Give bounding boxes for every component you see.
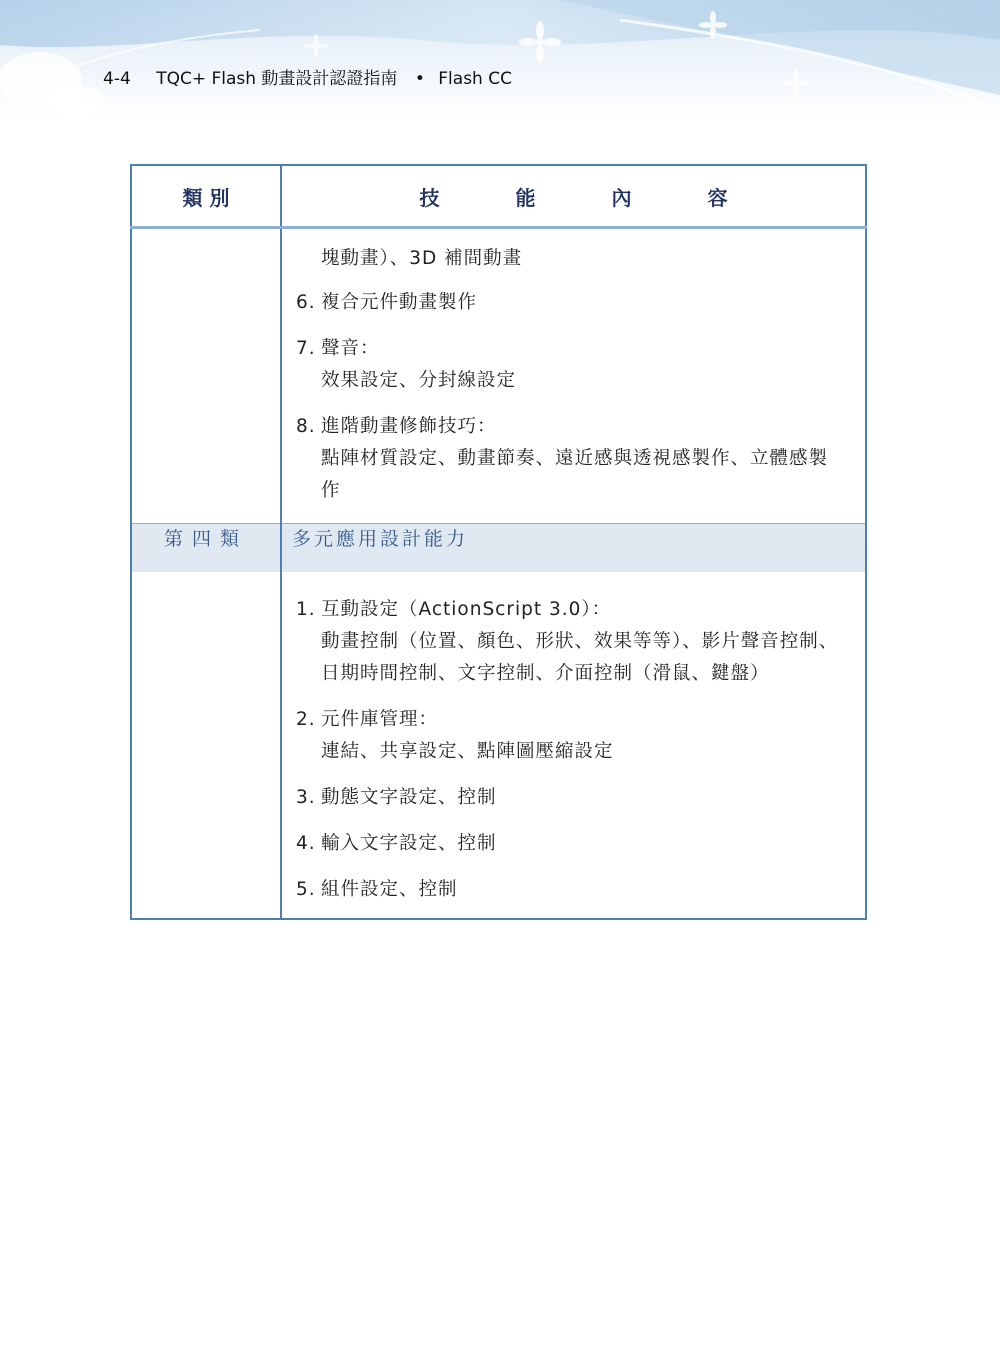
skill-header-char: 技 [419, 185, 440, 210]
header-banner [0, 0, 1000, 118]
book-title: TQC+ Flash 動畫設計認證指南 [156, 69, 398, 89]
skill-header-char: 容 [707, 185, 728, 210]
list-item: 7. 聲音： 效果設定、分封線設定 [296, 338, 517, 391]
column-header-skills [281, 165, 866, 228]
skills-cell [281, 228, 866, 524]
list-item: 8. 進階動畫修飾技巧： 點陣材質設定、動畫節奏、遠近感與透視感製作、立體感製作 [296, 416, 829, 501]
banner-decoration [0, 0, 1000, 118]
category-row [131, 524, 866, 573]
category-label: 第四類 [131, 524, 281, 573]
table-row [131, 572, 866, 919]
list-item: 3. 動態文字設定、控制 [296, 787, 497, 808]
list-item: 1. 互動設定（ActionScript 3.0）： 動畫控制（位置、顏色、形狀、效果等等）、影片聲音控制、日期時間控制、文字控制、介面控制（滑鼠、鍵盤） [296, 599, 839, 684]
table-header-row [131, 165, 866, 228]
skill-header-char: 能 [515, 185, 536, 210]
list-item: 6. 複合元件動畫製作 [296, 292, 478, 313]
skills-table [130, 164, 867, 920]
edition-label: Flash CC [438, 69, 512, 89]
column-header-category: 類 別 [131, 165, 281, 228]
category-cell-empty [131, 228, 281, 524]
skill-header-char: 內 [611, 185, 632, 210]
bullet-separator: • [414, 69, 425, 89]
page-number: 4-4 [103, 69, 131, 89]
continuation-text: 塊動畫）、3D 補間動畫 [321, 248, 523, 269]
category-title: 多元應用設計能力 [281, 524, 866, 573]
list-item: 5. 組件設定、控制 [296, 879, 458, 900]
skills-cell [281, 572, 866, 919]
list-item: 4. 輸入文字設定、控制 [296, 833, 497, 854]
category-cell-empty [131, 572, 281, 919]
list-item: 2. 元件庫管理： 連結、共享設定、點陣圖壓縮設定 [296, 709, 614, 762]
table-row [131, 228, 866, 524]
running-header [103, 64, 512, 94]
